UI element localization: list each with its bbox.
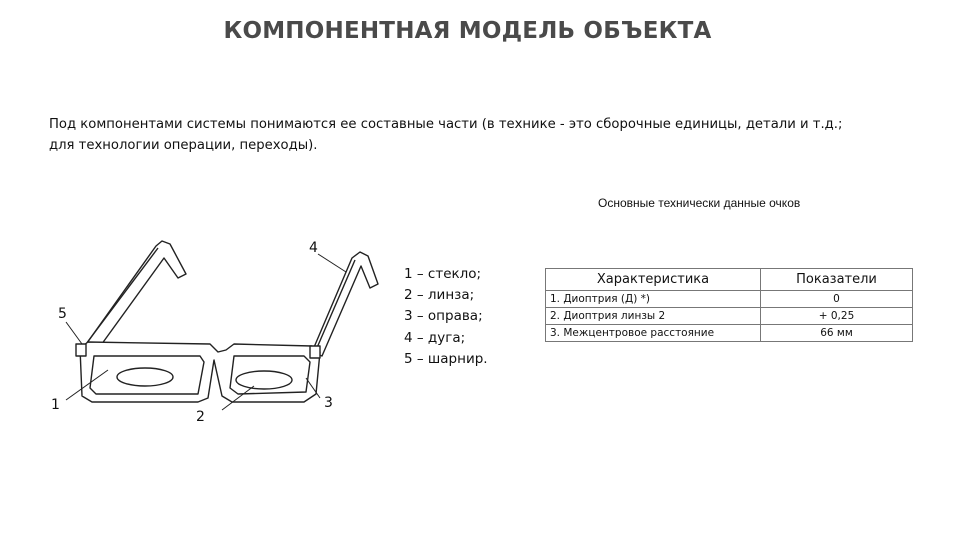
header-values: Показатели [761,269,913,291]
callout-4: 4 [309,240,318,256]
parts-legend [404,264,488,370]
table-row [546,325,913,342]
row-name: 2. Диоптрия линзы 2 [546,308,761,325]
legend-item: 1 – стекло; [404,266,482,282]
header-characteristic: Характеристика [546,269,761,291]
row-value: 0 [761,291,913,308]
row-name: 1. Диоптрия (Д) *) [546,291,761,308]
legend-item: 3 – оправа; [404,308,483,325]
callout-2: 2 [196,409,205,425]
table-caption: Основные технически данные очков [598,196,801,210]
callout-1: 1 [51,397,60,413]
row-value: 66 мм [761,325,913,342]
specs-table [545,268,913,342]
legend-item: 4 – дуга; [404,329,466,346]
right-lens [236,371,292,389]
row-name: 3. Межцентровое расстояние [546,325,761,342]
row-value: + 0,25 [761,308,913,325]
table-header-row [546,269,913,291]
page-title: КОМПОНЕНТНАЯ МОДЕЛЬ ОБЪЕКТА [223,18,712,44]
callout-3: 3 [324,395,333,411]
legend-item: 2 – линза; [404,287,475,304]
intro-line-1: Под компонентами системы понимаются ее составные части (в технике - это сборочные единицы, детали и т.д.; [49,117,843,132]
left-temple [82,241,186,352]
left-hinge [76,344,86,356]
right-hinge [310,346,320,358]
intro-line-2: для технологии операции, переходы). [49,138,318,153]
left-lens [117,368,173,386]
table-row [546,291,913,308]
right-temple [312,252,378,356]
legend-item: 5 – шарнир. [404,350,488,367]
callout-5: 5 [58,306,67,322]
table-row [546,308,913,325]
